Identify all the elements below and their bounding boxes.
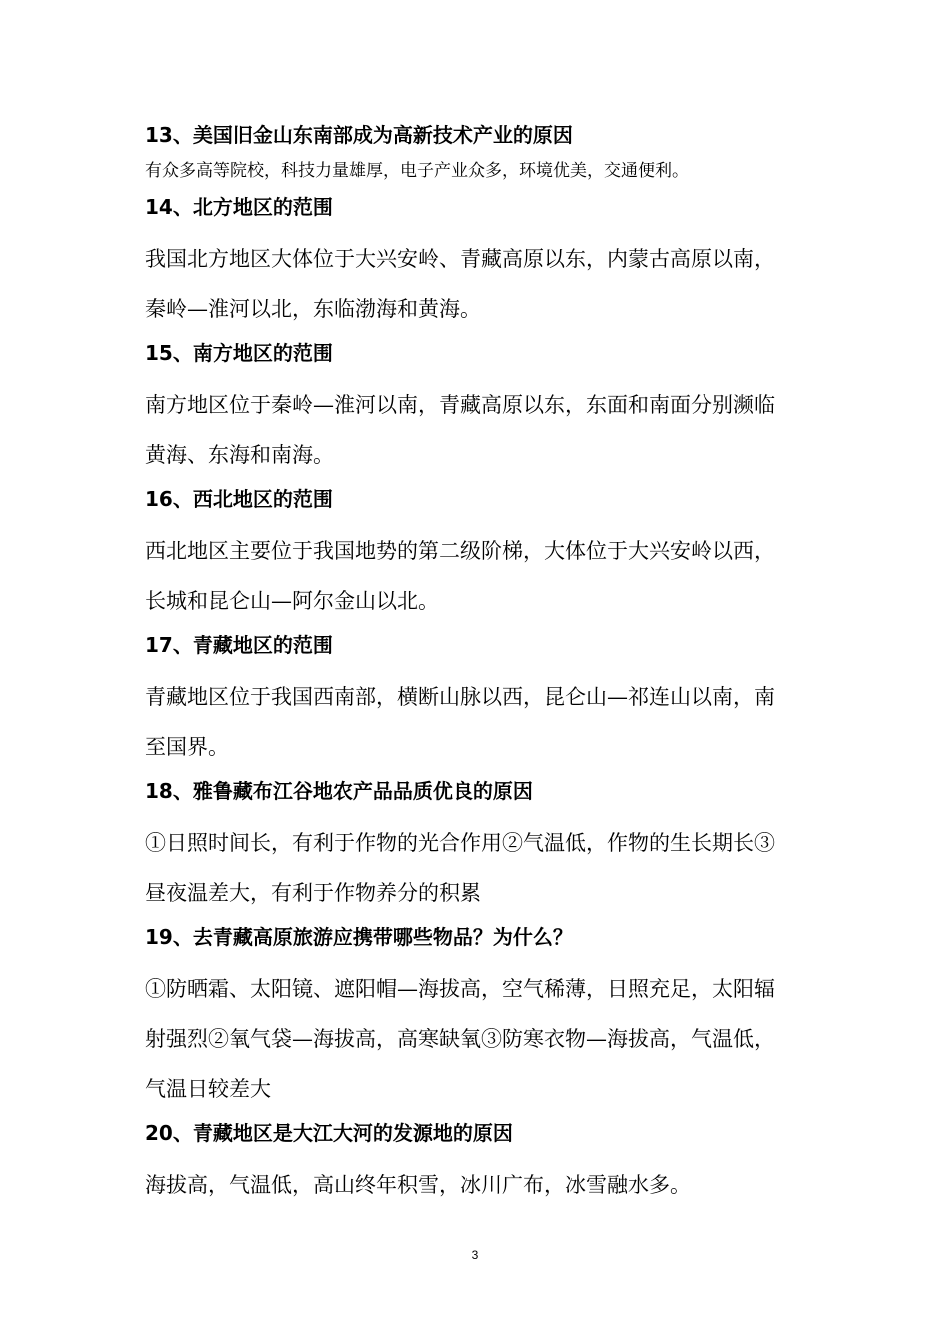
answer-line: 黄海、东海和南海。 [145, 443, 334, 467]
answer-line: 秦岭—淮河以北，东临渤海和黄海。 [145, 297, 481, 321]
answer-line: 海拔高，气温低，高山终年积雪，冰川广布，冰雪融水多。 [145, 1173, 691, 1197]
page-number: 3 [471, 1248, 479, 1262]
answer-line: 至国界。 [145, 735, 229, 759]
question-heading: 19、去青藏高原旅游应携带哪些物品？为什么？ [145, 925, 573, 949]
answer-line: ①日照时间长，有利于作物的光合作用②气温低，作物的生长期长③ [145, 831, 775, 855]
question-heading: 16、西北地区的范围 [145, 487, 333, 511]
answer-line: 射强烈②氧气袋—海拔高，高寒缺氧③防寒衣物—海拔高，气温低， [145, 1027, 775, 1051]
answer-line: 气温日较差大 [145, 1077, 271, 1101]
answer-line: 青藏地区位于我国西南部，横断山脉以西，昆仑山—祁连山以南，南 [145, 685, 775, 709]
answer-line: 有众多高等院校，科技力量雄厚，电子产业众多，环境优美，交通便利。 [145, 161, 689, 181]
answer-line: 长城和昆仑山—阿尔金山以北。 [145, 589, 439, 613]
question-heading: 15、南方地区的范围 [145, 341, 333, 365]
page-content [145, 116, 825, 1210]
answer-line: 昼夜温差大，有利于作物养分的积累 [145, 881, 481, 905]
qa-item-20 [145, 1114, 825, 1210]
question-heading: 18、雅鲁藏布江谷地农产品品质优良的原因 [145, 779, 533, 803]
qa-item-18 [145, 772, 825, 918]
answer-line: 西北地区主要位于我国地势的第二级阶梯，大体位于大兴安岭以西， [145, 539, 775, 563]
answer-line: 南方地区位于秦岭—淮河以南，青藏高原以东，东面和南面分别濒临 [145, 393, 775, 417]
qa-item-14 [145, 188, 825, 334]
answer-line: 我国北方地区大体位于大兴安岭、青藏高原以东，内蒙古高原以南， [145, 247, 775, 271]
qa-item-16 [145, 480, 825, 626]
qa-item-17 [145, 626, 825, 772]
question-heading: 20、青藏地区是大江大河的发源地的原因 [145, 1121, 513, 1145]
answer-line: ①防晒霜、太阳镜、遮阳帽—海拔高，空气稀薄，日照充足，太阳辐 [145, 977, 775, 1001]
qa-item-15 [145, 334, 825, 480]
qa-item-13 [145, 116, 825, 188]
question-heading: 17、青藏地区的范围 [145, 633, 333, 657]
question-heading: 13、美国旧金山东南部成为高新技术产业的原因 [145, 123, 573, 147]
question-heading: 14、北方地区的范围 [145, 195, 333, 219]
qa-item-19 [145, 918, 825, 1114]
